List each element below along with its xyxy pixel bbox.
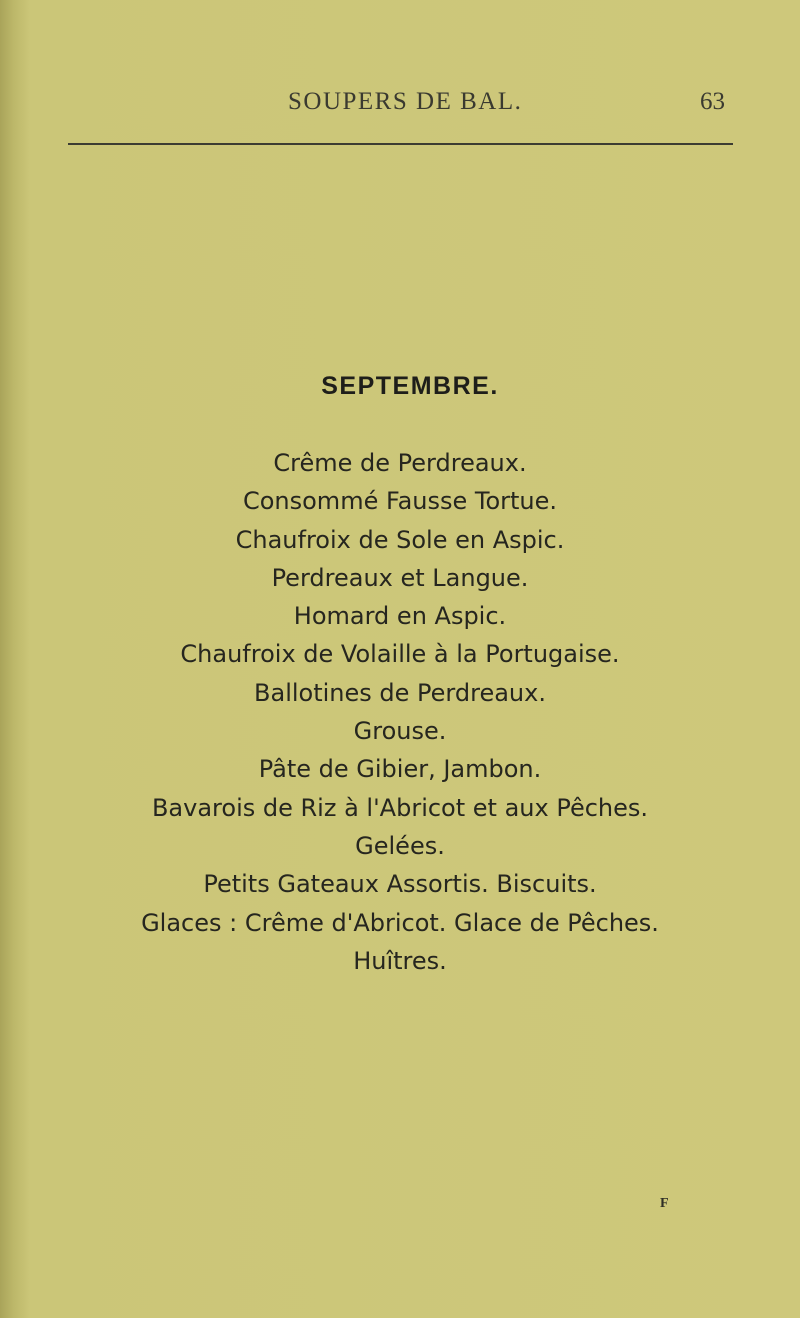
header-rule [68,143,733,145]
signature-mark: F [660,1196,669,1211]
section-title: SEPTEMBRE. [321,372,499,400]
running-head [0,88,800,128]
menu-item: Huîtres. [353,946,447,975]
menu-item: Consommé Fausse Tortue. [242,487,558,516]
menu-item: Grouse. [353,717,447,746]
menu-item: Glaces : Crême d'Abricot. Glace de Pêches. [141,908,659,937]
running-title: SOUPERS DE BAL. [288,88,523,115]
menu-item: Ballotines de Perdreaux. [254,678,546,707]
menu-item: Chaufroix de Volaille à la Portugaise. [180,640,620,669]
menu-item: Homard en Aspic. [293,602,507,631]
menu-item: Perdreaux et Langue. [271,563,529,592]
menu-item: Chaufroix de Sole en Aspic. [235,525,565,554]
menu-item: Bavarois de Riz à l'Abricot et aux Pêches. [151,793,649,822]
menu-item: Crême de Perdreaux. [273,449,527,477]
menu-item: Petits Gateaux Assortis. Biscuits. [203,870,597,899]
menu-item: Gelées. [355,831,445,860]
menu-list [0,444,800,980]
page-number: 63 [700,88,725,115]
menu-item: Pâte de Gibier, Jambon. [258,755,542,784]
